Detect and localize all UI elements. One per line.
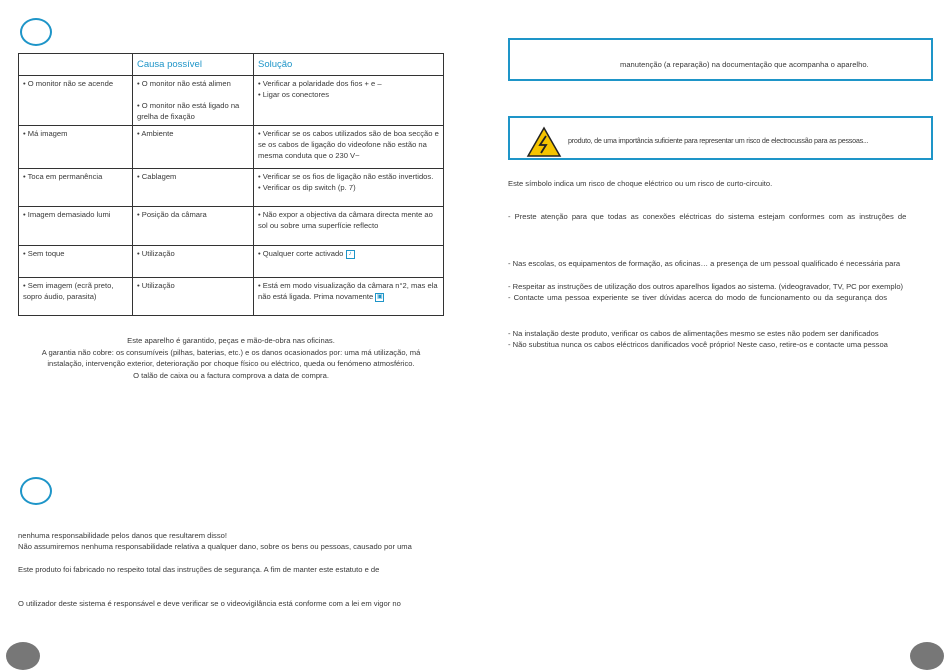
warranty-text (18, 335, 444, 381)
symbol-description: Este símbolo indica um risco de choque eléctrico ou um risco de curto-circuito. (508, 179, 773, 188)
header-solution: Solução (254, 54, 444, 76)
law-line: O utilizador deste sistema é responsável e deve verificar se o videovigilância está conforme com a lei em vigor no (18, 599, 401, 608)
table-row (19, 169, 444, 207)
cell-cause: • Posição da câmara (133, 207, 254, 246)
cause-line: • O monitor não está ligado na grelha de fixação (137, 101, 240, 121)
solution-line: • Verificar se os fios de ligação não estão invertidos. (258, 172, 434, 181)
section-marker-circle-bottom (20, 477, 52, 505)
solution-text: • Está em modo visualização da câmara n°2, mas ela não está ligada. Prima novamente (258, 281, 438, 301)
maintenance-notice-box (508, 38, 933, 81)
cell-problem: • Toca em permanência (19, 169, 133, 207)
table-row (19, 246, 444, 278)
cell-solution (254, 169, 444, 207)
cell-problem: • Sem imagem (ecrã preto, sopro áudio, parasita) (19, 278, 133, 316)
cause-line: • O monitor não está alimen (137, 79, 231, 88)
solution-line: • Verificar a polaridade dos fios + e – (258, 79, 382, 88)
cell-problem: • O monitor não se acende (19, 76, 133, 126)
table-row (19, 207, 444, 246)
warranty-line: O talão de caixa ou a factura comprova a data de compra. (133, 370, 329, 380)
table-row (19, 76, 444, 126)
solution-text: • Qualquer corte activado (258, 249, 344, 258)
cell-problem: • Sem toque (19, 246, 133, 278)
page-corner-marker-right (910, 642, 944, 670)
cell-cause: • Cablagem (133, 169, 254, 207)
safety-line: Este produto foi fabricado no respeito total das instruções de segurança. A fim de manter este estatuto e de (18, 565, 380, 574)
cell-cause: • Utilização (133, 246, 254, 278)
table-header-row (19, 54, 444, 76)
cell-solution: • Verificar se os cabos utilizados são de boa secção e se os cabos de ligação do videofone não estão na mesma conduta que o 230 V~ (254, 126, 444, 169)
electric-hazard-icon (526, 126, 562, 158)
maintenance-notice-text: manutenção (a reparação) na documentação que acompanha o aparelho. (620, 60, 869, 69)
safety-instruction: - Não substitua nunca os cabos eléctricos danificados você próprio! Neste caso, retire-os e contacte uma pessoa (508, 340, 888, 349)
page-corner-marker-left (6, 642, 40, 670)
camera-button-icon: ▣ (377, 293, 383, 300)
troubleshooting-table (18, 53, 444, 316)
cell-solution (254, 76, 444, 126)
section-marker-circle-top (20, 18, 52, 46)
solution-line: • Ligar os conectores (258, 90, 330, 99)
cell-solution (254, 246, 444, 278)
cell-problem: • Imagem demasiado lumi (19, 207, 133, 246)
cell-cause: • Utilização (133, 278, 254, 316)
cell-cause: • Ambiente (133, 126, 254, 169)
warranty-line: Este aparelho é garantido, peças e mão-de-obra nas oficinas. (127, 336, 335, 345)
cell-cause (133, 76, 254, 126)
cell-solution: • Não expor a objectiva da câmara directa mente ao sol ou sobre uma superfície reflecto (254, 207, 444, 246)
liability-line: Não assumiremos nenhuma responsabilidade relativa a qualquer dano, sobre os bens ou pessoas, causado por uma (18, 542, 412, 551)
header-problem (19, 54, 133, 76)
table-row (19, 278, 444, 316)
cell-solution (254, 278, 444, 316)
safety-instruction: - Nas escolas, os equipamentos de formação, as oficinas… a presença de um pessoal qualificado é necessária para (508, 259, 901, 268)
safety-instruction: - Na instalação deste produto, verificar os cabos de alimentações mesmo se estes não podem ser danificados (508, 329, 879, 338)
safety-instruction: - Respeitar as instruções de utilização dos outros aparelhos ligados ao sistema. (videogravador, TV, PC por exemplo) (508, 282, 904, 291)
cell-problem: • Má imagem (19, 126, 133, 169)
solution-line: • Verificar os dip switch (p. 7) (258, 183, 356, 192)
electric-warning-text: produto, de uma importância suficiente para representar um risco de electrocussão para as pessoas... (568, 136, 869, 145)
safety-instruction: - Preste atenção para que todas as conexões eléctricas do sistema estejam conformes com as instruções de (508, 212, 907, 221)
table-row (19, 126, 444, 169)
liability-line: nenhuma responsabilidade pelos danos que resultarem disso! (18, 531, 227, 540)
safety-instruction: - Contacte uma pessoa experiente se tiver dúvidas acerca do modo de funcionamento ou da segurança dos (508, 293, 888, 302)
header-cause: Causa possível (133, 54, 254, 76)
warranty-line: instalação, intervenção exterior, deterioração por choque físico ou eléctrico, queda ou fenómeno atmosférico. (47, 359, 415, 368)
mute-button-icon: ♪ (346, 250, 355, 259)
electric-warning-box (508, 116, 933, 160)
warranty-line: A garantia não cobre: os consumíveis (pilhas, baterias, etc.) e os danos ocasionados por: uma má utilização, má (41, 347, 421, 357)
